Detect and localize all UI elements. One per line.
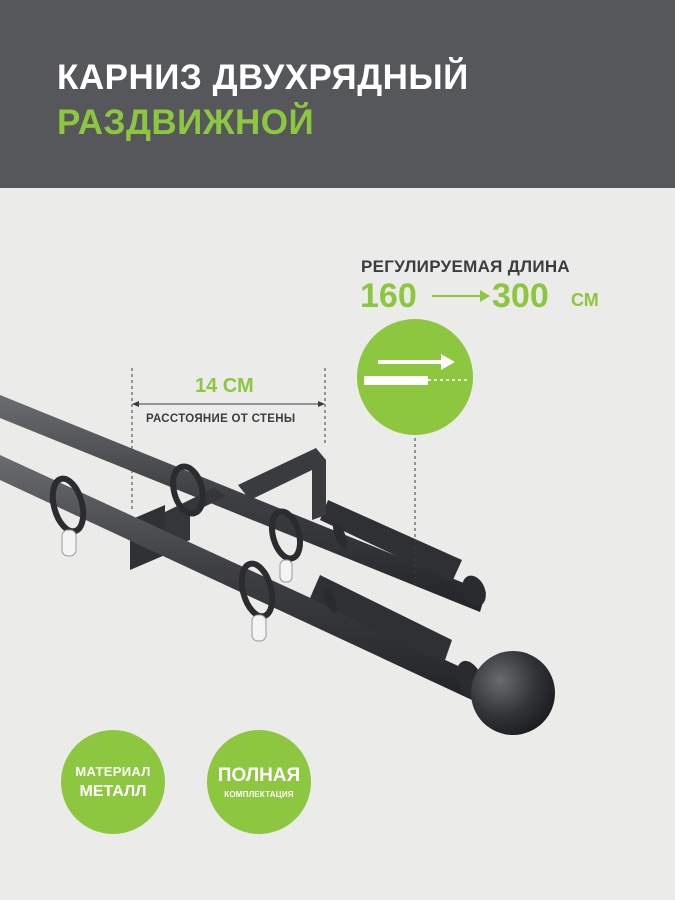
title-line-1: КАРНИЗ ДВУХРЯДНЫЙ — [57, 58, 469, 97]
finial-ball — [471, 651, 555, 735]
completeness-badge — [207, 730, 311, 834]
distance-value: 14 СМ — [195, 375, 254, 397]
length-unit: СМ — [571, 290, 599, 310]
material-badge — [61, 730, 165, 834]
length-from: 160 — [360, 277, 417, 315]
completeness-badge-top: ПОЛНАЯ — [217, 765, 301, 786]
completeness-badge-bottom: КОМПЛЕКТАЦИЯ — [224, 790, 294, 799]
distance-label: РАССТОЯНИЕ ОТ СТЕНЫ — [146, 413, 296, 425]
material-badge-top: МАТЕРИАЛ — [75, 763, 151, 779]
length-to: 300 — [492, 277, 549, 315]
length-arrow — [432, 290, 490, 302]
length-label: РЕГУЛИРУЕМАЯ ДЛИНА — [361, 257, 571, 276]
material-badge-bottom: МЕТАЛЛ — [79, 782, 147, 800]
title-line-2: РАЗДВИЖНОЙ — [57, 103, 315, 142]
